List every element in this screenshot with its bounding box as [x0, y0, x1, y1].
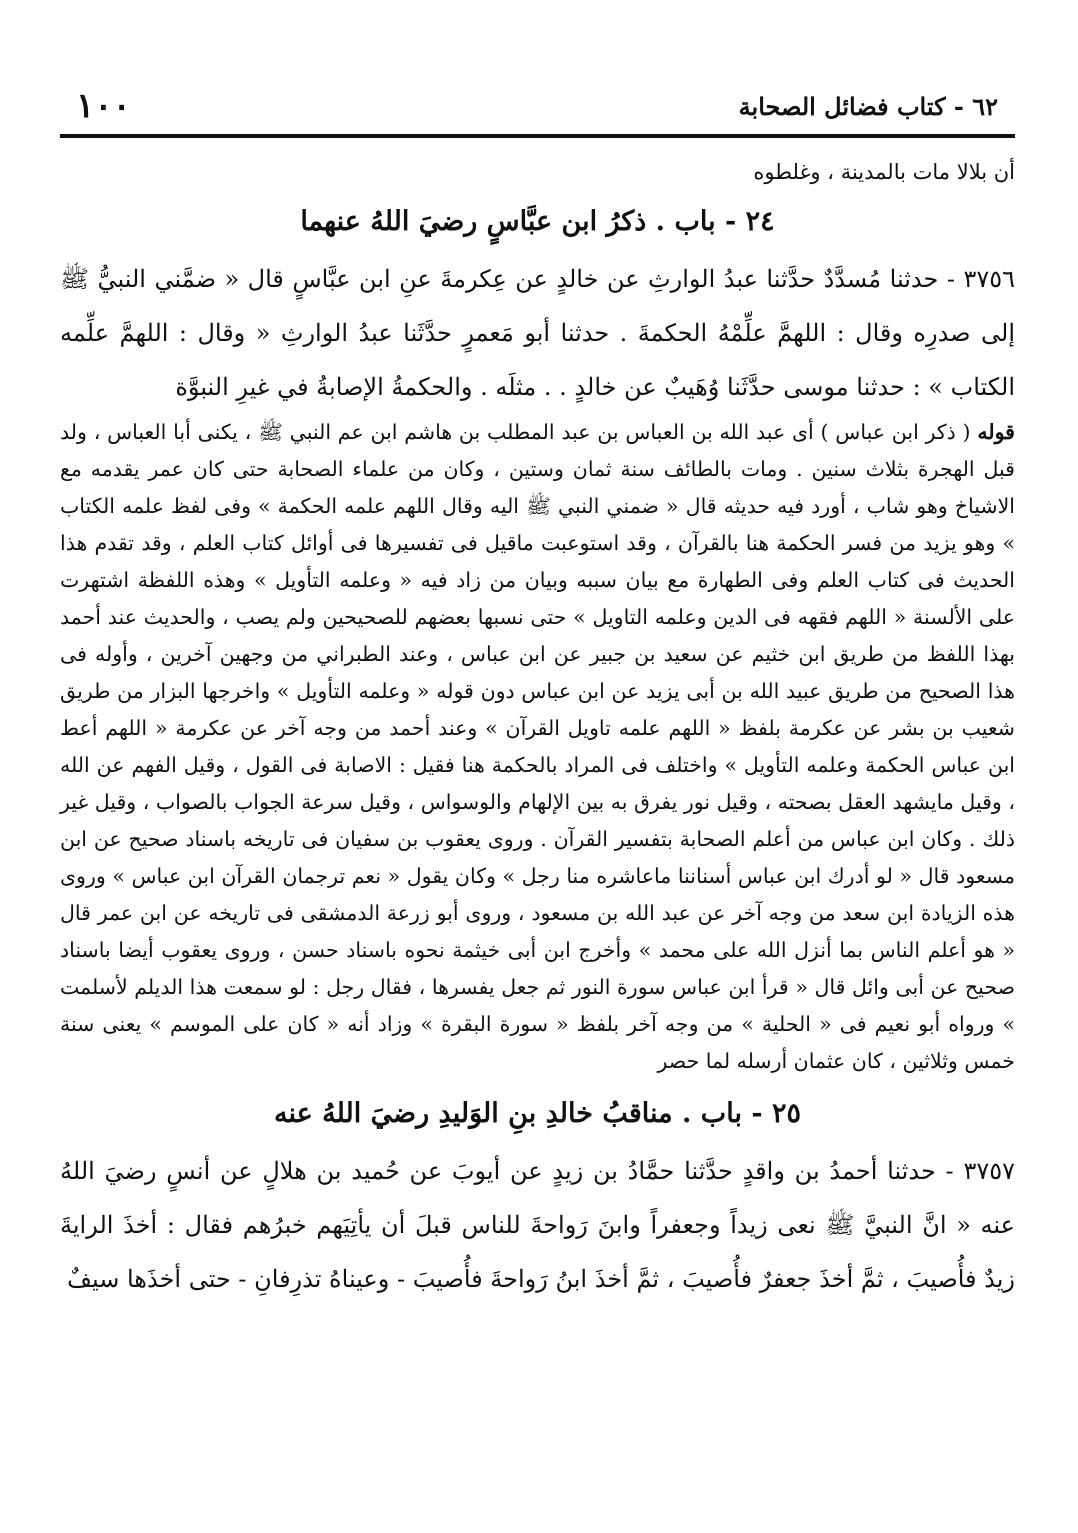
hadith-3757: ٣٧٥٧ - حدثنا أحمدُ بن واقدٍ حدَّثنا حمَّادُ بن زيدٍ عن أيوبَ عن حُميد بن هلالٍ عن أنسٍ رضيَ اللهُ عنه « انَّ النبيَّ ﷺ نعى زيداً وجعفراً وابنَ رَواحةَ للناس قبلَ أن يأتِيَهم خبرُهم فقال : أخذَ الرايةَ زيدٌ فأُصيبَ ، ثمَّ أخذَ جعفرٌ فأُصيبَ ، ثمَّ أخذَ ابنُ رَواحةَ فأُصيبَ - وعيناهُ تذرِفانِ - حتى أخذَها سيفٌ	[60, 1157, 1015, 1293]
commentary-text: ( ذكر ابن عباس ) أى عبد الله بن العباس بن عبد المطلب بن هاشم ابن عم النبي ﷺ ، يكنى أبا العباس ، ولد قبل الهجرة بثلاث سنين . ومات بالطائف سنة ثمان وستين ، وكان من علماء الصحابة حتى كان عمر يقدمه مع الاشياخ وهو شاب ، أورد فيه حديثه قال « ضمني النبي ﷺ اليه وقال اللهم علمه الحكمة » وفى لفظ علمه الكتاب » وهو يزيد من فسر الحكمة هنا بالقرآن ، وقد استوعبت ماقيل فى تفسيرها فى أوائل كتاب العلم ، وقد تقدم هذا الحديث فى كتاب العلم وفى الطهارة مع بيان سببه وبيان من زاد فيه « وعلمه التأويل » وهذه اللفظة اشتهرت على الألسنة « اللهم فقهه فى الدين وعلمه التاويل » حتى نسبها بعضهم للصحيحين ولم يصب ، والحديث عند أحمد بهذا اللفظ من طريق ابن خثيم عن سعيد بن جبير عن ابن عباس ، وعند الطبراني من وجهين آخرين ، وأوله فى هذا الصحيح من طريق عبيد الله بن أبى يزيد عن ابن عباس دون قوله « وعلمه التأويل » واخرجها البزار من طريق شعيب بن بشر عن عكرمة بلفظ « اللهم علمه تاويل القرآن » وعند أحمد من وجه آخر عن عكرمة « اللهم أعط ابن عباس الحكمة وعلمه التأويل » واختلف فى المراد بالحكمة هنا فقيل : الاصابة فى القول ، وقيل الفهم عن الله ، وقيل مايشهد العقل بصحته ، وقيل نور يفرق به بين الإلهام والوسواس ، وقيل سرعة الجواب بالصواب ، وقيل غير ذلك . وكان ابن عباس من أعلم الصحابة بتفسير القرآن . وروى يعقوب بن سفيان فى تاريخه باسناد صحيح عن ابن مسعود قال « لو أدرك ابن عباس أسناننا ماعاشره منا رجل » وكان يقول « نعم ترجمان القرآن ابن عباس » وروى هذه الزيادة ابن سعد من وجه آخر عن عبد الله بن مسعود ، وروى أبو زرعة الدمشقى فى تاريخه عن ابن عمر قال « هو أعلم الناس بما أنزل الله على محمد » وأخرج ابن أبى خيثمة نحوه باسناد حسن ، وروى يعقوب أيضا باسناد صحيح عن أبى وائل قال « قرأ ابن عباس سورة النور ثم جعل يفسرها ، فقال رجل : لو سمعت هذا الديلم لأسلمت » ورواه أبو نعيم فى « الحلية » من وجه آخر بلفظ « سورة البقرة » وزاد أنه « كان على الموسم » يعنى سنة خمس وثلاثين ، كان عثمان أرسله لما حصر	[60, 420, 1015, 1073]
commentary	[60, 414, 1015, 1080]
hadith-3756: ٣٧٥٦ - حدثنا مُسدَّدٌ حدَّثنا عبدُ الوارثِ عن خالدٍ عن عِكرمةَ عنِ ابن عبَّاسٍ قال « ضمَّني النبيُّ ﷺ إلى صدرِه وقال : اللهمَّ علِّمْهُ الحكمةَ . حدثنا أبو مَعمرٍ حدَّثَنا عبدُ الوارثِ « وقال : اللهمَّ علِّمه الكتاب » : حدثنا موسى حدَّثَنا وُهَيبٌ عن خالدٍ . . مثلَه . والحكمةُ الإصابةُ في غيرِ النبوَّة	[60, 265, 1015, 401]
page-body	[60, 156, 1015, 1306]
running-title: ٦٢ - كتاب فضائل الصحابة	[738, 91, 998, 121]
header-rule	[60, 134, 1015, 138]
document-page	[60, 0, 1015, 1533]
page-header	[60, 86, 1010, 126]
chapter-heading-25: ٢٥ - باب . مناقبُ خالدِ بنِ الوَليدِ رضيَ اللهُ عنه	[274, 1098, 801, 1129]
page-number: ١٠٠	[76, 86, 131, 126]
chapter-heading-24: ٢٤ - باب . ذكرُ ابن عبَّاسٍ رضيَ اللهُ عنهما	[300, 206, 775, 237]
commentary-lead: قوله	[977, 420, 1015, 444]
continuation-line: أن بلالا مات بالمدينة ، وغلطوه	[753, 160, 1015, 184]
